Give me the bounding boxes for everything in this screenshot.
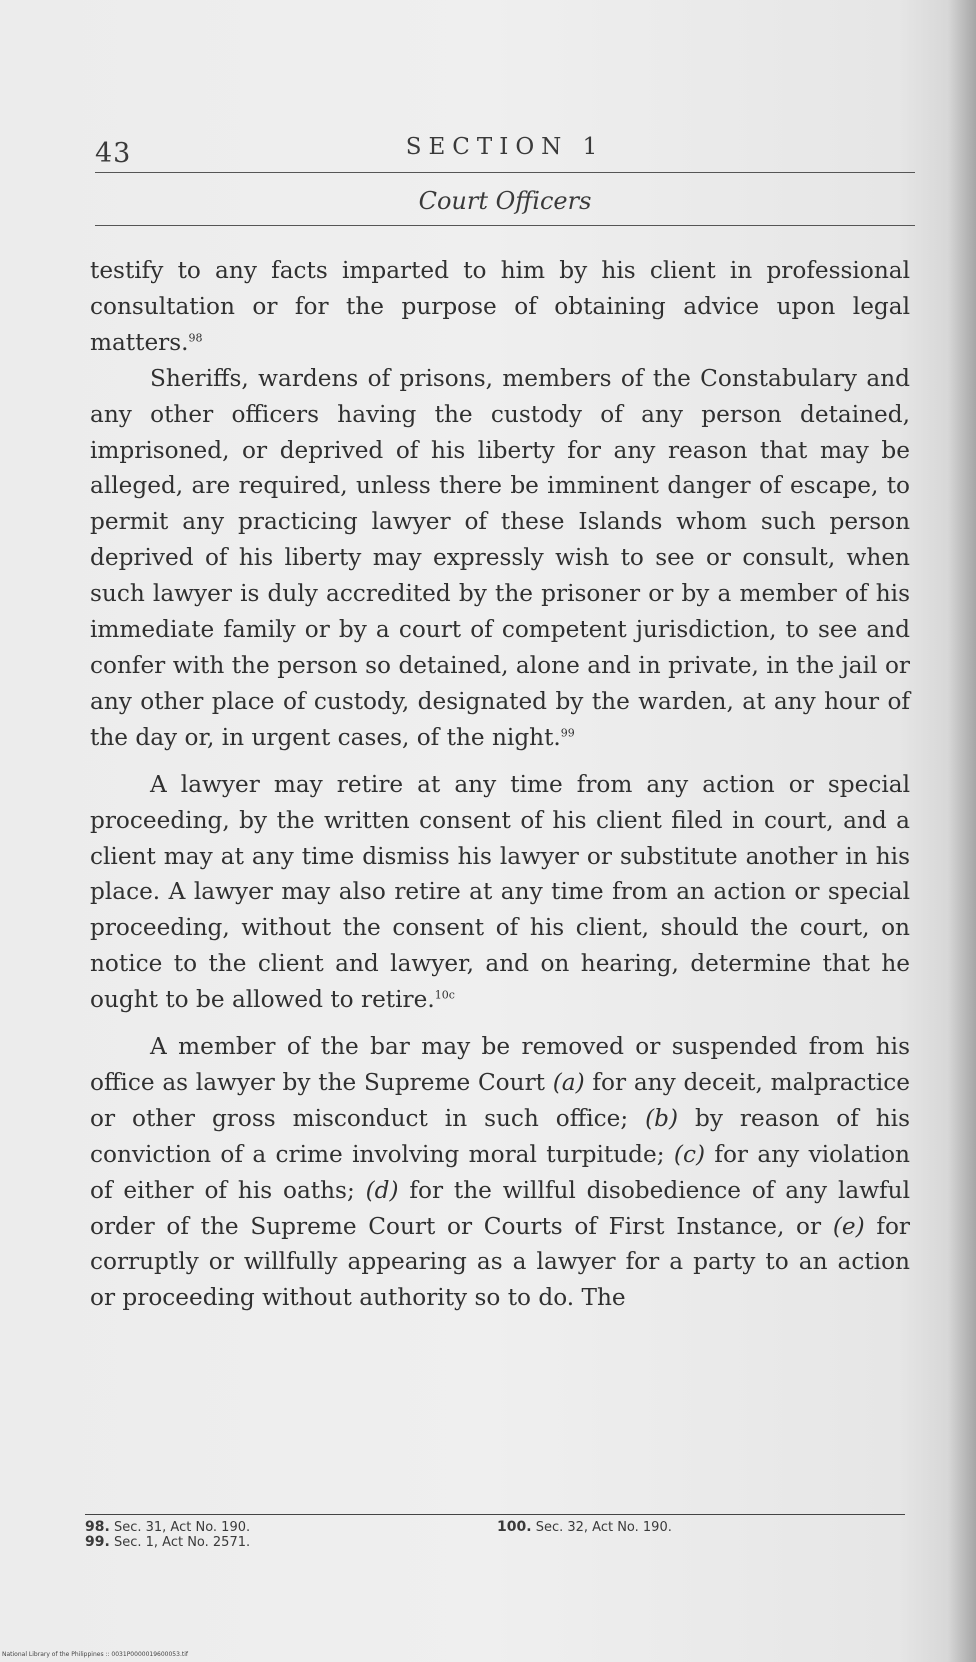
footnote-99: 99. Sec. 1, Act No. 2571. [85,1534,251,1550]
footnote-ref-99: 99 [560,726,575,740]
footnote-column-left [85,1520,250,1550]
header-rule-bottom [95,225,915,226]
footnote-rule [85,1514,905,1515]
footnote-98: 98. Sec. 31, Act No. 190. [85,1519,251,1535]
clause-b: (b) [645,1104,679,1132]
footnote-100: 100. Sec. 32, Act No. 190. [497,1519,672,1535]
running-header [95,134,915,174]
scan-credit: National Library of the Philippines :: 0031P0000019600053.tif [2,1651,188,1658]
clause-a: (a) [552,1068,585,1096]
footnote-ref-100: 10c [434,988,455,1002]
clause-e: (e) [832,1212,865,1240]
paragraph-3: A lawyer may retire at any time from any action or special proceeding, by the written consent of his client filed in court, and a client may at any time dismiss his lawyer or substitute another in his place. A lawyer may also retire at any time from an action or special proceeding, without the consent of his client, should the court, on notice to the client and lawyer, and on hearing, determine that he ought to be allowed to retire.$^{10c}$ [90,770,910,1014]
page-edge-shadow [948,0,976,1662]
paragraph-2: Sheriffs, wardens of prisons, members of the Constabulary and any other officers having the custody of any person detained, imprisoned, or deprived of his liberty for any reason that may be alleged, are required, unless there be imminent danger of escape, to permit any practicing lawyer of these Islands whom such person deprived of his liberty may expressly wish to see or consult, when such lawyer is duly accredited by the prisoner or by a member of his immediate family or by a court of competent jurisdiction, to see and confer with the person so detained, alone and in private, in the jail or any other place of custody, designated by the warden, at any hour of the day or, in urgent cases, of the night.$^{99}$ [90,364,910,751]
header-rule-top [95,172,915,173]
paragraph-4: A member of the bar may be removed or suspended from his office as lawyer by the Supreme Court (a) for any deceit, malpractice or other gross misconduct in such office; (b) by reason of his conviction of a crime involving moral turpitude; (c) for any violation of either of his oaths; (d) for the willful disobedience of any lawful order of the Supreme Court or Courts of First Instance, or (e) for corruptly or willfully appearing as a lawyer for a party to an action or proceeding without authority so to do. The [90,1033,910,1312]
paragraph-1: testify to any facts imparted to him by his client in professional consultation or for the purpose of obtaining advice upon legal matters.$^{98}$ [90,257,910,356]
section-title: SECTION 1 [405,134,605,160]
footnote-ref-98: 98 [188,331,203,345]
body-text [90,253,910,1316]
footnote-column-right [497,1520,672,1535]
clause-d: (d) [365,1176,399,1204]
chapter-subtitle: Court Officers [418,187,592,215]
clause-c: (c) [673,1140,705,1168]
page-number: 43 [95,138,132,169]
